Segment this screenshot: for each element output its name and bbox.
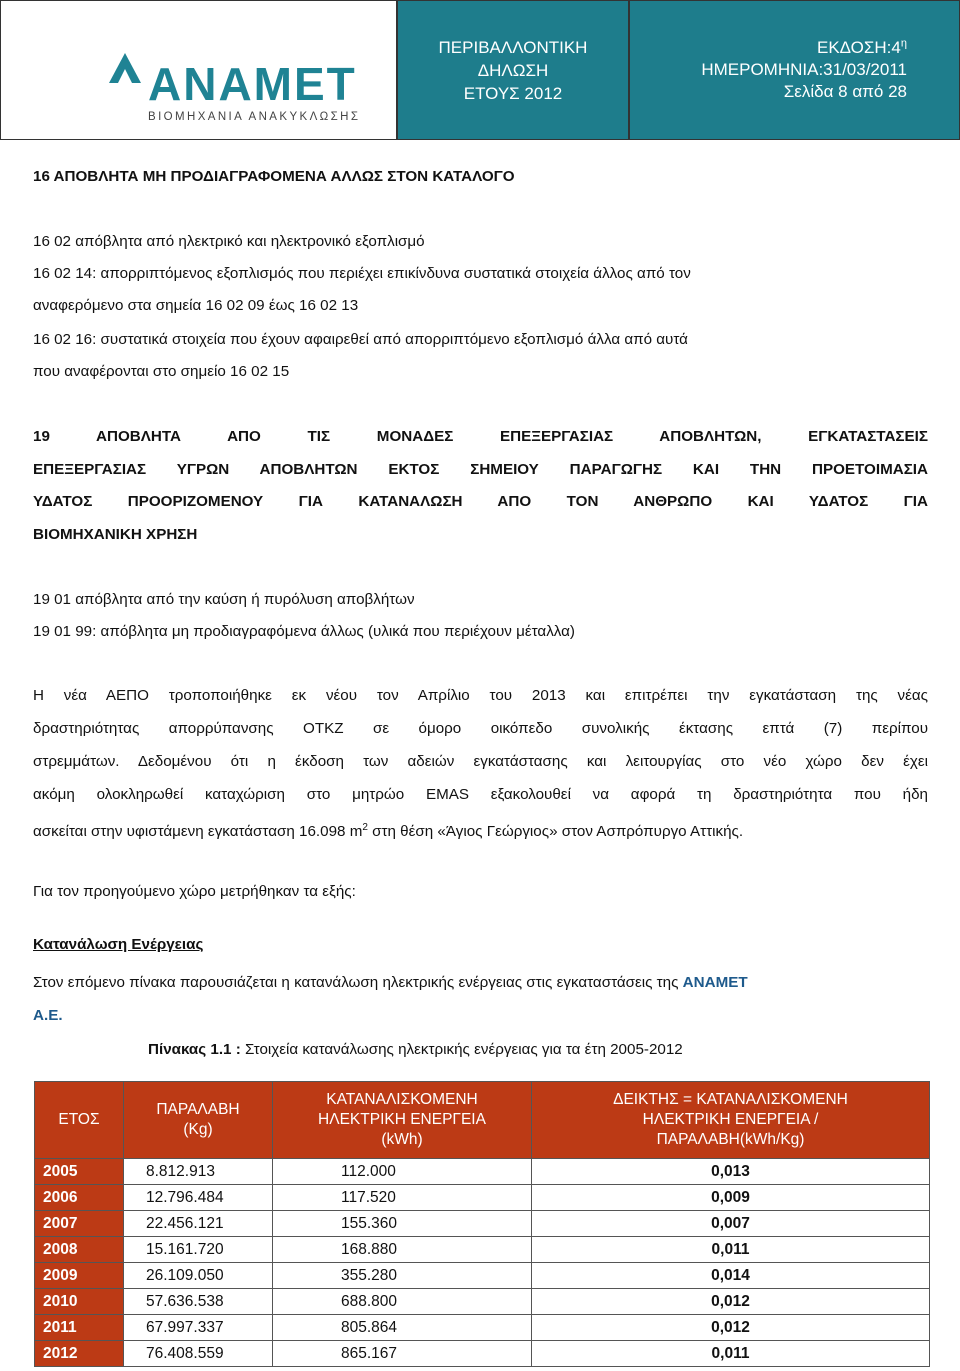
cell-year: 2008 — [35, 1237, 124, 1263]
cell-year: 2010 — [35, 1289, 124, 1315]
table-header-row — [35, 1082, 930, 1159]
cell-index: 0,007 — [532, 1211, 930, 1237]
anamet-logo-icon — [105, 47, 145, 87]
cell-received: 22.456.121 — [124, 1211, 273, 1237]
table-row — [35, 1211, 930, 1237]
heading-19-line3: ΥΔΑΤΟΣ ΠΡΟΟΡΙΖΟΜΕΝΟΥ ΓΙΑ ΚΑΤΑΝΑΛΩΣΗ ΑΠΟ ΤΟΝ ΑΝΘΡΩΠΟ ΚΑΙ ΥΔΑΤΟΣ ΓΙΑ — [33, 493, 928, 510]
cell-consumed: 355.280 — [273, 1263, 532, 1289]
cell-year: 2011 — [35, 1315, 124, 1341]
cell-year: 2009 — [35, 1263, 124, 1289]
cell-consumed: 112.000 — [273, 1159, 532, 1185]
table-row — [35, 1159, 930, 1185]
cell-received: 76.408.559 — [124, 1341, 273, 1367]
cell-index: 0,014 — [532, 1263, 930, 1289]
cell-index: 0,011 — [532, 1341, 930, 1367]
page-number: Σελίδα 8 από 28 — [783, 82, 907, 101]
cell-index: 0,011 — [532, 1237, 930, 1263]
cell-index: 0,013 — [532, 1159, 930, 1185]
energy-consumption-table — [34, 1081, 930, 1367]
col-received-header: ΠΑΡΑΛΑΒΗ (Kg) — [124, 1082, 273, 1159]
code-16-02-16-line1: 16 02 16: συστατικά στοιχεία που έχουν αφαιρεθεί από απορριπτόμενο εξοπλισμό άλλα από αυτά — [33, 331, 688, 348]
code-16-02-16-line2: που αναφέρονται στο σημείο 16 02 15 — [33, 363, 290, 380]
cell-year: 2006 — [35, 1185, 124, 1211]
cell-index: 0,009 — [532, 1185, 930, 1211]
document-meta-cell — [629, 0, 960, 140]
aepo-paragraph-line2: δραστηριότητας απορρύπανσης ΟΤΚΖ σε όμορο οικόπεδο συνολικής έκτασης επτά (7) περίπου — [33, 720, 928, 737]
doc-title-line2: ΔΗΛΩΣΗ — [477, 60, 549, 80]
doc-title-line1: ΠΕΡΙΒΑΛΛΟΝΤΙΚΗ — [438, 37, 588, 57]
previous-site-text: Για τον προηγούμενο χώρο μετρήθηκαν τα εξής: — [33, 883, 356, 900]
page-header — [0, 0, 960, 140]
cell-received: 8.812.913 — [124, 1159, 273, 1185]
cell-year: 2005 — [35, 1159, 124, 1185]
heading-19-line4: ΒΙΟΜΗΧΑΝΙΚΗ ΧΡΗΣΗ — [33, 526, 198, 543]
document-title-cell — [397, 0, 629, 140]
cell-consumed: 155.360 — [273, 1211, 532, 1237]
logo-wordmark: ANAMET — [148, 58, 357, 110]
code-19-01: 19 01 απόβλητα από την καύση ή πυρόλυση αποβλήτων — [33, 591, 415, 608]
cell-received: 15.161.720 — [124, 1237, 273, 1263]
cell-index: 0,012 — [532, 1315, 930, 1341]
table-row — [35, 1289, 930, 1315]
aepo-paragraph-line5: ασκείται στην υφιστάμενη εγκατάσταση 16.098 $m^2$ στη θέση «Άγιος Γεώργιος» στον Ασπρόπυργο Αττικής. — [33, 822, 744, 841]
cell-received: 67.997.337 — [124, 1315, 273, 1341]
doc-title-line3: ΕΤΟΥΣ 2012 — [463, 83, 563, 103]
cell-consumed: 865.167 — [273, 1341, 532, 1367]
cell-received: 12.796.484 — [124, 1185, 273, 1211]
cell-consumed: 688.800 — [273, 1289, 532, 1315]
table-row — [35, 1263, 930, 1289]
cell-year: 2012 — [35, 1341, 124, 1367]
code-16-02: 16 02 απόβλητα από ηλεκτρικό και ηλεκτρονικό εξοπλισμό — [33, 233, 425, 250]
table-caption: Πίνακας 1.1 : Στοιχεία κατανάλωσης ηλεκτρικής ενέργειας για τα έτη 2005-2012 — [148, 1041, 683, 1058]
logo-subtitle: ΒΙΟΜΗΧΑΝΙΑ ΑΝΑΚΥΚΛΩΣΗΣ — [148, 111, 361, 123]
col-consumed-header: ΚΑΤΑΝΑΛΙΣΚΟΜΕΝΗ ΗΛΕΚΤΡΙΚΗ ΕΝΕΡΓΕΙΑ (kWh) — [273, 1082, 532, 1159]
heading-16: 16 ΑΠΟΒΛΗΤΑ ΜΗ ΠΡΟΔΙΑΓΡΑΦΟΜΕΝΑ ΑΛΛΩΣ ΣΤΟΝ ΚΑΤΑΛΟΓΟ — [33, 168, 515, 185]
table-row — [35, 1341, 930, 1367]
energy-consumption-heading: Κατανάλωση Ενέργειας — [33, 936, 204, 953]
edition: $EK\Delta O\Sigma H:4^\eta$ — [817, 37, 907, 57]
aepo-paragraph-line4: ακόμη ολοκληρωθεί καταχώριση στο μητρώο EMAS εξακολουθεί να αφορά τη δραστηριότητα που ήδη — [33, 786, 928, 803]
code-19-01-99: 19 01 99: απόβλητα μη προδιαγραφόμενα άλλως (υλικά που περιέχουν μέταλλα) — [33, 623, 575, 640]
col-index-header: ΔΕΙΚΤΗΣ = ΚΑΤΑΝΑΛΙΣΚΟΜΕΝΗ ΗΛΕΚΤΡΙΚΗ ΕΝΕΡΓΕΙΑ / ΠΑΡΑΛΑΒΗ(kWh/Kg) — [532, 1082, 930, 1159]
logo-cell — [0, 0, 397, 140]
cell-consumed: 117.520 — [273, 1185, 532, 1211]
cell-received: 26.109.050 — [124, 1263, 273, 1289]
col-year-header: ΕΤΟΣ — [35, 1082, 124, 1159]
table-row — [35, 1185, 930, 1211]
heading-19-line2: ΕΠΕΞΕΡΓΑΣΙΑΣ ΥΓΡΩΝ ΑΠΟΒΛΗΤΩΝ ΕΚΤΟΣ ΣΗΜΕΙΟΥ ΠΑΡΑΓΩΓΗΣ ΚΑΙ ΤΗΝ ΠΡΟΕΤΟΙΜΑΣΙΑ — [33, 461, 928, 478]
aepo-paragraph-line3: στρεμμάτων. Δεδομένου ότι η έκδοση των αδειών εγκατάστασης και λειτουργίας στο νέο χώρο δεν έχει — [33, 753, 928, 770]
table-row — [35, 1315, 930, 1341]
code-16-02-14-line2: αναφερόμενο στα σημεία 16 02 09 έως 16 02 13 — [33, 297, 359, 314]
cell-consumed: 805.864 — [273, 1315, 532, 1341]
cell-consumed: 168.880 — [273, 1237, 532, 1263]
cell-received: 57.636.538 — [124, 1289, 273, 1315]
code-16-02-14-line1: 16 02 14: απορριπτόμενος εξοπλισμός που περιέχει επικίνδυνα συστατικά στοιχεία άλλος από τον — [33, 265, 691, 282]
aepo-paragraph-line1: Η νέα ΑΕΠΟ τροποποιήθηκε εκ νέου τον Απρίλιο του 2013 και επιτρέπει την εγκατάσταση της νέας — [33, 687, 928, 704]
doc-date: ΗΜΕΡΟΜΗΝΙΑ:31/03/2011 — [701, 60, 907, 79]
heading-19-line1: 19 ΑΠΟΒΛΗΤΑ ΑΠΟ ΤΙΣ ΜΟΝΑΔΕΣ ΕΠΕΞΕΡΓΑΣΙΑΣ ΑΠΟΒΛΗΤΩΝ, ΕΓΚΑΤΑΣΤΑΣΕΙΣ — [33, 428, 928, 445]
cell-index: 0,012 — [532, 1289, 930, 1315]
table-intro-line1: Στον επόμενο πίνακα παρουσιάζεται η κατανάλωση ηλεκτρικής ενέργειας στις εγκαταστάσεις της ΑΝΑΜΕΤ — [33, 974, 748, 991]
table-row — [35, 1237, 930, 1263]
cell-year: 2007 — [35, 1211, 124, 1237]
table-intro-line2: Α.Ε. — [33, 1007, 63, 1024]
